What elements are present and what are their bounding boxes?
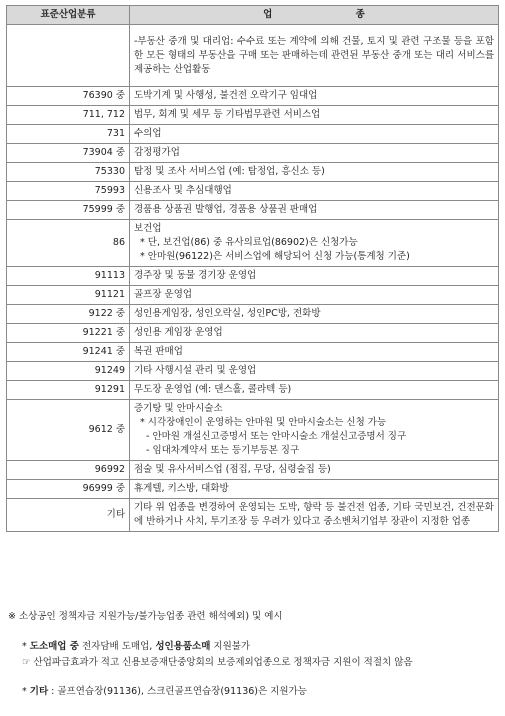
industry-desc-cell: [130, 25, 499, 87]
table-header-row: [7, 6, 499, 25]
industry-code-cell: 9612 중: [7, 400, 130, 461]
footer-retail-line: [22, 640, 505, 654]
industry-desc-line: 도박기계 및 사행성, 불건전 오락기구 임대업: [134, 90, 318, 101]
industry-code-cell: 91221 중: [7, 324, 130, 343]
industry-desc-cell: [130, 106, 499, 125]
footer-retail-detail: ☞ 산업파급효과가 적고 신용보증재단중앙회의 보증제외업종으로 정책자금 지원이 적절치 않음: [22, 657, 413, 668]
industry-desc-cell: [130, 461, 499, 480]
industry-code-cell: 731: [7, 125, 130, 144]
industry-desc-line: 성인용 게임장 운영업: [134, 327, 223, 338]
table-row: [7, 144, 499, 163]
industry-desc-line: 법무, 회계 및 세무 등 기타법무관련 서비스업: [134, 109, 321, 120]
industry-desc-cell: [130, 182, 499, 201]
industry-desc-line: * 단, 보건업(86) 중 유사의료업(86902)은 신청가능: [140, 237, 358, 248]
industry-desc-cell: [130, 343, 499, 362]
industry-desc-cell: [130, 381, 499, 400]
header-desc: 업 종: [130, 6, 499, 25]
industry-desc-cell: [130, 220, 499, 267]
industry-code-cell: 86: [7, 220, 130, 267]
industry-desc-cell: [130, 286, 499, 305]
industry-code-cell: 91121: [7, 286, 130, 305]
table-row: [7, 305, 499, 324]
industry-desc-line: 무도장 운영업 (예: 댄스홀, 콜라텍 등): [134, 384, 292, 395]
industry-desc-cell: [130, 87, 499, 106]
industry-desc-cell: [130, 499, 499, 532]
retail-end: 지원불가: [210, 641, 251, 652]
industry-desc-cell: [130, 480, 499, 499]
industry-code-cell: [7, 25, 130, 87]
table-row: [7, 87, 499, 106]
header-code: 표준산업분류: [7, 6, 130, 25]
industry-desc-cell: [130, 324, 499, 343]
industry-code-cell: 96999 중: [7, 480, 130, 499]
industry-desc-cell: [130, 125, 499, 144]
retail-bold-1: 도소매업 중: [29, 641, 79, 652]
industry-desc-line: 휴게텔, 키스방, 대화방: [134, 483, 229, 494]
retail-bullet: *: [22, 641, 30, 652]
retail-mid: 전자담배 도매업,: [78, 641, 156, 652]
table-row: [7, 362, 499, 381]
industry-code-cell: 91291: [7, 381, 130, 400]
industry-code-cell: 73904 중: [7, 144, 130, 163]
table-row: [7, 343, 499, 362]
table-row: [7, 381, 499, 400]
industry-desc-line: 감정평가업: [134, 147, 180, 158]
industry-desc-line: - 안마원 개설신고증명서 또는 안마시술소 개설신고증명서 징구: [146, 431, 407, 442]
industry-table: [6, 5, 499, 532]
table-row: [7, 267, 499, 286]
industry-desc-cell: [130, 144, 499, 163]
table-row: [7, 182, 499, 201]
industry-desc-line: 기타 사행시설 관리 및 운영업: [134, 365, 257, 376]
table-row: [7, 106, 499, 125]
industry-desc-cell: [130, 201, 499, 220]
footer-etc-line: [22, 685, 505, 699]
industry-code-cell: 76390 중: [7, 87, 130, 106]
industry-desc-line: 점술 및 유사서비스업 (점집, 무당, 심령술집 등): [134, 464, 331, 475]
industry-desc-line: 경품용 상품권 발행업, 경품용 상품권 판매업: [134, 204, 318, 215]
industry-code-cell: 75330: [7, 163, 130, 182]
etc-bold: 기타: [29, 686, 49, 697]
industry-desc-line: 수의업: [134, 128, 162, 139]
industry-code-cell: 711, 712: [7, 106, 130, 125]
industry-desc-cell: [130, 267, 499, 286]
table-row: [7, 461, 499, 480]
retail-bold-2: 성인용품소매: [155, 641, 211, 652]
industry-desc-line: 골프장 운영업: [134, 289, 193, 300]
industry-desc-line: 신용조사 및 추심대행업: [134, 185, 232, 196]
footer-note: ※ 소상공인 정책자금 지원가능/불가능업종 관련 해석예외) 및 예시: [8, 611, 283, 622]
table-body: [7, 25, 499, 532]
industry-desc-cell: [130, 305, 499, 324]
industry-code-cell: 91113: [7, 267, 130, 286]
industry-desc-line: 증기탕 및 안마시술소: [134, 403, 223, 414]
industry-code-cell: 75999 중: [7, 201, 130, 220]
industry-code-cell: 91241 중: [7, 343, 130, 362]
industry-desc-line: 경주장 및 동물 경기장 운영업: [134, 270, 257, 281]
industry-desc-cell: [130, 163, 499, 182]
table-row: [7, 163, 499, 182]
industry-code-cell: 91249: [7, 362, 130, 381]
industry-desc-line: -부동산 중개 및 대리업: 수수료 또는 계약에 의해 건물, 토지 및 관련 구조물 등을 포함한 모든 형태의 부동산을 구매 또는 판매하는데 관련된 부동산 중개 또는 대리 서비스를 제공하는 산업활동: [134, 35, 494, 75]
industry-code-cell: 9122 중: [7, 305, 130, 324]
industry-desc-line: 성인용게임장, 성인오락실, 성인PC방, 전화방: [134, 308, 321, 319]
table-row: [7, 125, 499, 144]
industry-code-cell: 75993: [7, 182, 130, 201]
industry-code-cell: 기타: [7, 499, 130, 532]
industry-desc-line: 기타 위 업종을 변경하여 운영되는 도박, 향락 등 불건전 업종, 기타 국민보건, 건전문화에 반하거나 사치, 투기조장 등 우려가 있다고 중소벤처기업부 장관이 지정한 업종: [134, 502, 494, 527]
table-row: [7, 25, 499, 87]
industry-desc-line: 탐정 및 조사 서비스업 (예: 탐정업, 흥신소 등): [134, 166, 325, 177]
table-row: [7, 499, 499, 532]
industry-desc-line: 복권 판매업: [134, 346, 183, 357]
table-row: [7, 201, 499, 220]
industry-desc-line: * 안마원(96122)은 서비스업에 해당되어 신청 가능(통계청 기준): [140, 251, 410, 262]
table-row: [7, 400, 499, 461]
table-row: [7, 324, 499, 343]
industry-desc-line: 보건업: [134, 223, 162, 234]
table-row: [7, 480, 499, 499]
industry-desc-cell: [130, 400, 499, 461]
industry-desc-line: - 임대차계약서 또는 등기부등본 징구: [146, 445, 300, 456]
industry-code-cell: 96992: [7, 461, 130, 480]
etc-bullet: *: [22, 686, 30, 697]
industry-desc-line: * 시각장애인이 운영하는 안마원 및 안마시술소는 신청 가능: [140, 417, 387, 428]
etc-text: : 골프연습장(91136), 스크린골프연습장(91136)은 지원가능: [48, 686, 307, 697]
table-row: [7, 220, 499, 267]
table-row: [7, 286, 499, 305]
industry-desc-cell: [130, 362, 499, 381]
